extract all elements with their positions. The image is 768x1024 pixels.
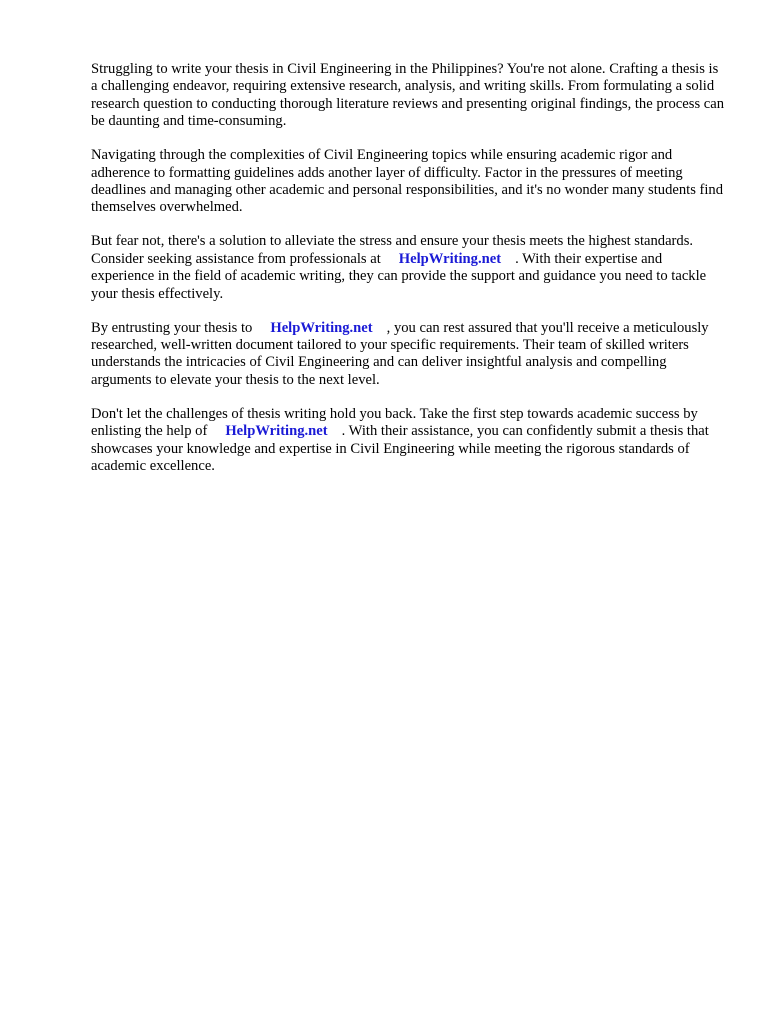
paragraph-solution-text-after: . With their expertise and experience in the field of academic writing, they can provide the support and guidance you need to tackle your thesis effectively.: [91, 250, 707, 302]
paragraph-closing-text-after: . With their assistance, you can confidently submit a thesis that showcases your knowledge and expertise in Civil Engineering while meeting the rigorous standards of academic excellence.: [91, 423, 709, 475]
paragraph-entrusting: [91, 320, 727, 390]
paragraph-solution: [91, 233, 727, 303]
document-body: [91, 61, 727, 492]
paragraph-closing-text-before: Don't let the challenges of thesis writing hold you back. Take the first step towards academic success by enlisting the help of: [91, 405, 698, 440]
paragraph-closing: [91, 406, 727, 476]
helpwriting-link-3[interactable]: HelpWriting.net: [225, 423, 328, 440]
paragraph-solution-text-before: But fear not, there's a solution to alleviate the stress and ensure your thesis meets the highest standards. Consider seeking assistance from professionals at: [91, 233, 694, 267]
paragraph-complexities: Navigating through the complexities of Civil Engineering topics while ensuring academic rigor and adherence to formatting guidelines adds another layer of difficulty. Factor in the pressures of meeting deadlines and managing other academic and personal responsibilities, and it's no wonder many students find themselves overwhelmed.: [91, 147, 724, 216]
paragraph-intro: Struggling to write your thesis in Civil Engineering in the Philippines? You're not alone. Crafting a thesis is a challenging endeavor, requiring extensive research, analysis, and writing skills. From formulating a solid research question to conducting thorough literature reviews and presenting original findings, the process can be daunting and time-consuming.: [91, 61, 725, 130]
helpwriting-link-1[interactable]: HelpWriting.net: [398, 250, 502, 267]
paragraph-entrusting-text-after: , you can rest assured that you'll receive a meticulously researched, well-written document tailored to your specific requirements. Their team of skilled writers understands the intricacies of Civil Engineering and can deliver insightful analysis and compelling arguments to elevate your thesis to the next level.: [91, 319, 709, 388]
paragraph-entrusting-text-before: By entrusting your thesis to: [91, 319, 253, 336]
helpwriting-link-2[interactable]: HelpWriting.net: [270, 319, 373, 336]
